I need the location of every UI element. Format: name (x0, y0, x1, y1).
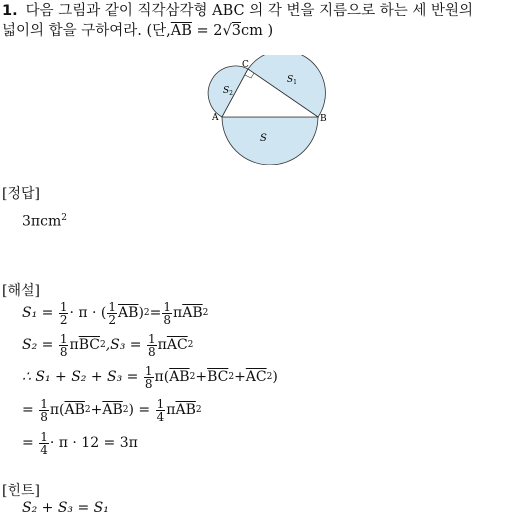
question-line-2 (2, 21, 273, 42)
sup: 2 (99, 340, 106, 350)
segment-ac: $\overline{AC}$ (166, 337, 188, 353)
label-s2: $S_2$ (223, 86, 233, 97)
question-text-2b: = 2√ (191, 23, 232, 39)
question-number: 1. (2, 3, 18, 19)
answer-text: 3πcm (22, 213, 62, 230)
sup: 2 (202, 308, 209, 318)
segment-ab: $\overline{AB}$ (169, 369, 190, 385)
segment-bc: $\overline{BC}$ (207, 369, 229, 385)
fraction: $\frac{1}{4}$ (156, 396, 165, 424)
fraction: $\frac{1}{8}$ (163, 299, 172, 327)
math-text: ) (272, 369, 278, 385)
label-b: B (320, 114, 327, 124)
explanation-line-4 (22, 395, 202, 425)
math-text: ) = (128, 402, 151, 418)
label-s: S (260, 133, 267, 144)
math-text: · π · 12 = 3π (49, 435, 138, 451)
sup: 2 (195, 405, 202, 415)
sup: 2 (187, 340, 194, 350)
segment-ab: $\overline{AB}$ (175, 402, 196, 418)
pi: π (173, 305, 183, 321)
question-text-2: 넓이의 합을 구하여라. (단, (2, 23, 171, 39)
fraction: $\frac{1}{8}$ (144, 363, 153, 391)
math-text: = (22, 435, 34, 451)
explanation-header: [해설] (2, 283, 40, 299)
explanation-line-2 (22, 330, 193, 360)
pi: π (166, 402, 176, 418)
sup: 2 (143, 308, 150, 318)
math-text: + (90, 402, 103, 418)
segment-ab: $\overline{AB}$ (118, 305, 139, 321)
question-line-1 (2, 1, 473, 22)
fraction: $\frac{1}{8}$ (59, 331, 68, 359)
answer-header: [정답] (2, 186, 40, 202)
hint-text: S₂ + S₃ = S₁ (22, 500, 109, 516)
explanation-line-5 (22, 428, 138, 458)
s2-lhs: S₂ = (22, 337, 54, 353)
answer-value (22, 213, 67, 230)
fraction: $\frac{1}{2}$ (108, 299, 117, 327)
math-text: + (234, 369, 246, 385)
segment-ab: $\overline{AB}$ (182, 305, 203, 321)
label-a: A (212, 113, 219, 123)
fraction: $\frac{1}{2}$ (59, 299, 68, 327)
pi: π( (154, 369, 170, 385)
sup: 2 (228, 372, 235, 382)
segment-ac: $\overline{AC}$ (245, 369, 267, 385)
semicircle-s (222, 117, 318, 165)
label-c: C (242, 60, 249, 70)
explanation-line-3 (22, 362, 278, 392)
label-s1: $S_1$ (287, 75, 297, 86)
math-text: ) (138, 305, 144, 321)
math-text: + (195, 369, 208, 385)
math-text: · π · ( (69, 305, 107, 321)
fraction: $\frac{1}{4}$ (40, 429, 48, 457)
sup: 2 (84, 405, 91, 415)
semicircle-figure (200, 55, 330, 165)
sup: 2 (189, 372, 196, 382)
question-text-1: 다음 그림과 같이 직각삼각형 ABC 의 각 변을 지름으로 하는 세 반원의 (25, 3, 473, 19)
hint-header: [힌트] (2, 483, 40, 499)
sup: 2 (122, 405, 129, 415)
s3-lhs: ,S₃ = (105, 337, 142, 353)
pi: π (157, 337, 167, 353)
math-text: = (149, 305, 162, 321)
math-text: = (22, 402, 34, 418)
fraction: $\frac{1}{8}$ (40, 396, 48, 424)
segment-bc: $\overline{BC}$ (78, 337, 100, 353)
segment-ab: $\overline{AB}$ (102, 402, 123, 418)
question-text-2c: cm ) (241, 23, 274, 39)
explanation-line-1 (22, 298, 208, 328)
s1-lhs: S₁ = (22, 305, 54, 321)
fraction: $\frac{1}{8}$ (147, 331, 156, 359)
sum-lhs: ∴ S₁ + S₂ + S₃ = (22, 369, 139, 385)
pi: π (69, 337, 79, 353)
answer-sup: 2 (61, 213, 67, 223)
sup: 2 (266, 372, 273, 382)
pi: π( (49, 402, 65, 418)
segment-ab: $\overline{AB}$ (64, 402, 85, 418)
segment-ab: $\overline{AB}$ (170, 23, 192, 39)
radicand: 3 (231, 23, 241, 39)
